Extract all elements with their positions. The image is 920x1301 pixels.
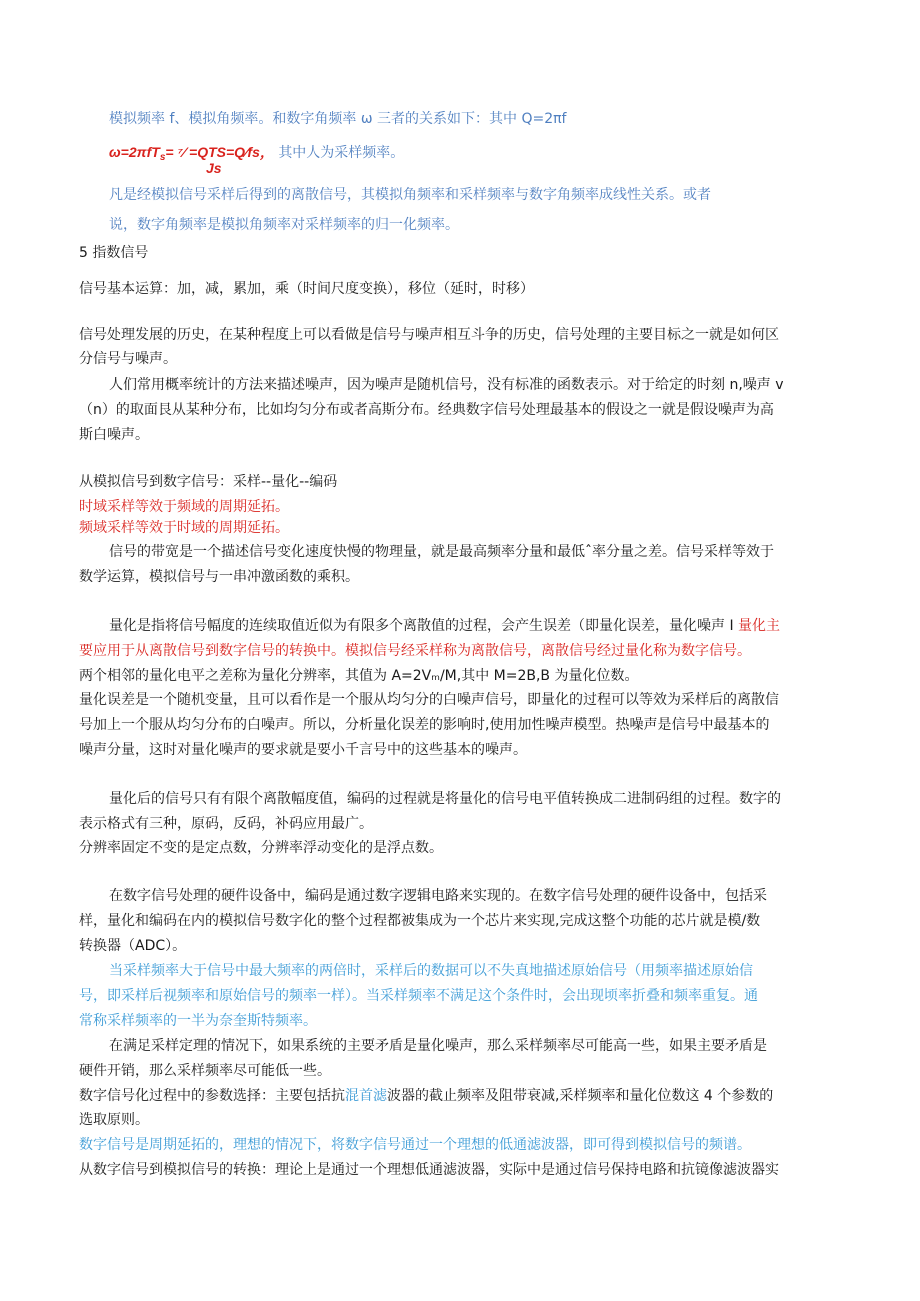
a2d-red-2: 频域采样等效于时域的周期延拓。 [79, 520, 289, 536]
intro-line-3: 凡是经模拟信号采样后得到的离散信号，其模拟角频率和采样频率与数字角频率成线性关系。或者 [109, 187, 711, 203]
d2a-line: 从数字信号到模拟信号的转换：理论上是通过一个理想低通滤波器，实际中是通过信号保持电路和抗镜像滤波器实 [79, 1162, 779, 1178]
bandwidth-line-2: 数学运算，模拟信号与一串冲激函数的乘积。 [79, 569, 359, 585]
quant-line-5: 号加上一个服从均匀分布的白噪声。所以，分析量化误差的影响时,使用加性噪声模型。热噪声是信号中最基本的 [79, 717, 770, 733]
coding-line-2: 表示格式有三种，原码，反码，补码应用最广。 [79, 816, 373, 832]
noise-line-4: （n）的取面艮从某种分布，比如均匀分布或者高斯分布。经典数字信号处理最基本的假设之一就是假设噪声为高 [79, 402, 774, 418]
hw-line-2: 样，量化和编码在内的模拟信号数字化的整个过程都被集成为一个芯片来实现,完成这整个功能的芯片就是模/数 [79, 913, 761, 929]
hw-line-5: 硬件开销，那么采样频率尽可能低一些。 [79, 1063, 331, 1079]
formula-line [109, 142, 404, 165]
section-heading: 5 指数信号 [79, 245, 149, 261]
noise-line-5: 斯白噪声。 [79, 427, 149, 443]
noise-line-3: 人们常用概率统计的方法来描述噪声，因为噪声是随机信号，没有标准的函数表示。对于给定的时刻 n,噪声 v [109, 377, 784, 393]
a2d-red-1: 时域采样等效于频域的周期延拓。 [79, 499, 289, 515]
formula-note: 其中人为采样频率。 [278, 145, 405, 161]
hw-line-6 [79, 1086, 773, 1106]
quant-line-6: 噪声分量，这时对量化噪声的要求就是要小千言号中的这些基本的噪声。 [79, 742, 527, 758]
sampling-line-3: 常称采样频率的一半为奈奎斯特频率。 [79, 1013, 317, 1029]
coding-line-3: 分辨率固定不变的是定点数，分辨率浮动变化的是浮点数。 [79, 840, 443, 856]
intro-line-4: 说，数字角频率是模拟角频率对采样频率的归一化频率。 [109, 217, 459, 233]
signal-ops: 信号基本运算：加，减，累加，乘（时间尺度变换），移位（延时，时移） [79, 281, 534, 297]
quant-line-3: 两个相邻的量化电平之差称为量化分辨率，其值为 A=2Vₘ/M,其中 M=2B,B 为量化位数。 [79, 668, 639, 684]
coding-line-1: 量化后的信号只有有限个离散幅度值，编码的过程就是将量化的信号电平值转换成二进制码组的过程。数字的 [109, 791, 781, 807]
intro-line-1: 模拟频率 f、模拟角频率。和数字角频率 ω 三者的关系如下：其中 Q=2πf [109, 111, 567, 127]
noise-line-1: 信号处理发展的历史，在某种程度上可以看做是信号与噪声相互斗争的历史，信号处理的主要目标之一就是如何区 [79, 327, 779, 343]
spectrum-line: 数字信号是周期延拓的，理想的情况下，将数字信号通过一个理想的低通滤波器，即可得到模拟信号的频谱。 [79, 1137, 751, 1153]
quant-line-4: 量化误差是一个随机变量，且可以看作是一个服从均匀分的白噪声信号，即量化的过程可以等效为采样后的离散信 [79, 692, 779, 708]
hw-line-7: 选取原则。 [79, 1112, 149, 1128]
hw-line-6-a: 数字信号化过程中的参数选择：主要包括抗 [79, 1088, 345, 1104]
hw-line-6-highlight: 混首滤 [345, 1088, 387, 1104]
formula-subscript: s [159, 152, 166, 163]
hw-line-4: 在满足采样定理的情况下，如果系统的主要矛盾是量化噪声，那么采样频率尽可能高一些，如果主要矛盾是 [109, 1038, 767, 1054]
formula-js: Js [206, 160, 222, 176]
formula-part-b: = ⁷⁄ =QTS=Q⁄fs， [165, 144, 274, 160]
a2d-title: 从模拟信号到数字信号：采样--量化--编码 [79, 474, 338, 490]
noise-line-2: 分信号与噪声。 [79, 351, 177, 367]
hw-line-6-c: 波器的截止频率及阻带衰减,采样频率和量化位数这 4 个参数的 [387, 1088, 774, 1104]
formula-part-a: ω=2πfT [109, 144, 160, 160]
sampling-line-2: 号，即采样后视频率和原始信号的频率一样）。当采样频率不满足这个条件时，会出现顷率折叠和频率重复。通 [79, 988, 758, 1004]
quant-line-1-text: 量化是指将信号幅度的连续取值近似为有限多个离散值的过程，会产生误差（即量化误差，量化噪声 I [109, 618, 739, 634]
quant-line-2: 要应用于从离散信号到数字信号的转换中。模拟信号经采样称为离散信号，离散信号经过量化称为数字信号。 [79, 643, 751, 659]
hw-line-1: 在数字信号处理的硬件设备中，编码是通过数字逻辑电路来实现的。在数字信号处理的硬件设备中，包括采 [109, 888, 767, 904]
quant-line-1-red: 量化主 [738, 618, 781, 634]
quant-line-1 [109, 616, 780, 636]
sampling-line-1: 当采样频率大于信号中最大频率的两倍时，采样后的数据可以不失真地描述原始信号（用频率描述原始信 [109, 963, 753, 979]
hw-line-3: 转换器（ADC）。 [79, 938, 187, 954]
bandwidth-line-1: 信号的带宽是一个描述信号变化速度快慢的物理量，就是最高频率分量和最低ˆ率分量之差。信号采样等效于 [109, 544, 774, 560]
